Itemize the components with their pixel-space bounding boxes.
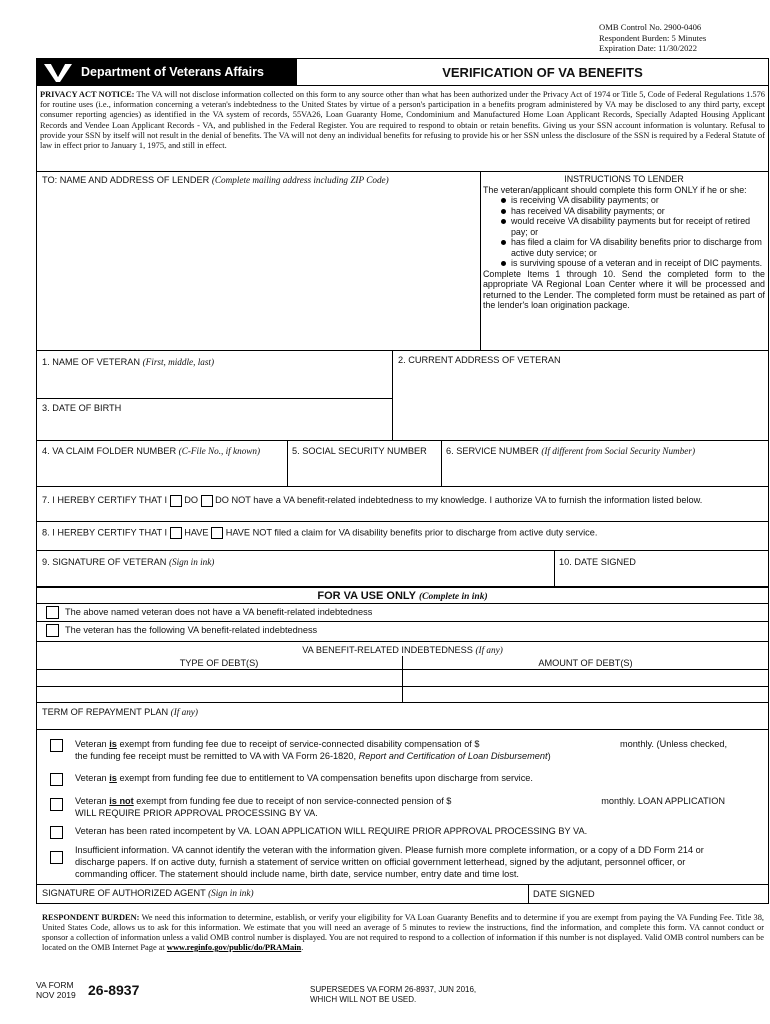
list-item: has received VA disability payments; or bbox=[483, 206, 765, 217]
name-label: 1. NAME OF VETERAN (First, middle, last) bbox=[42, 357, 215, 367]
certify-claim: 8. I HEREBY CERTIFY THAT I HAVE HAVE NOT filed a claim for VA disability benefits prior to discharge from active duty service. bbox=[42, 527, 598, 538]
exempt-entitlement-checkbox[interactable] bbox=[50, 773, 63, 786]
veteran-signature-field[interactable] bbox=[40, 569, 552, 585]
va-seal-icon bbox=[43, 61, 73, 83]
ssn-label: 5. SOCIAL SECURITY NUMBER bbox=[292, 446, 427, 456]
no-indebtedness-checkbox[interactable] bbox=[46, 606, 59, 619]
agent-signature-label: SIGNATURE OF AUTHORIZED AGENT (Sign in ink) bbox=[42, 888, 254, 898]
have-not-checkbox[interactable] bbox=[211, 527, 223, 539]
debt-amount-field[interactable] bbox=[406, 671, 764, 685]
insufficient-info-checkbox[interactable] bbox=[50, 851, 63, 864]
footer-supersedes: SUPERSEDES VA FORM 26-8937, JUN 2016, WHICH WILL NOT BE USED. bbox=[310, 985, 477, 1004]
form-header bbox=[36, 58, 769, 85]
footer-form-number: 26-8937 bbox=[88, 982, 140, 998]
veteran-address-field[interactable] bbox=[396, 368, 764, 438]
footer-form-id: VA FORM NOV 2019 bbox=[36, 980, 76, 1000]
agency-name: Department of Veterans Affairs bbox=[81, 65, 264, 79]
have-checkbox[interactable] bbox=[170, 527, 182, 539]
signature-label: 9. SIGNATURE OF VETERAN (Sign in ink) bbox=[42, 557, 215, 567]
form-title: VERIFICATION OF VA BENEFITS bbox=[442, 64, 643, 80]
incompetent-text: Veteran has been rated incompetent by VA. LOAN APPLICATION WILL REQUIRE PRIOR APPROVAL PROCESSING BY VA. bbox=[75, 826, 588, 836]
omb-info bbox=[599, 22, 706, 54]
list-item: is surviving spouse of a veteran and in receipt of DIC payments. bbox=[483, 258, 765, 269]
lender-label: TO: NAME AND ADDRESS OF LENDER (Complete mailing address including ZIP Code) bbox=[42, 175, 389, 185]
lender-address-field[interactable] bbox=[40, 190, 476, 346]
debt-amount-field[interactable] bbox=[406, 688, 764, 701]
date-signed-label: 10. DATE SIGNED bbox=[559, 557, 636, 567]
indebtedness-title: VA BENEFIT-RELATED INDEBTEDNESS (If any) bbox=[302, 645, 503, 655]
instructions-intro: The veteran/applicant should complete this form ONLY if he or she: bbox=[483, 184, 747, 195]
exempt-compensation-text: Veteran is exempt from funding fee due to receipt of service-connected disability compensation of $ monthly. (Unless checked, the funding fee receipt must be remitted to VA with VA Form 26-1820, Report and Certification of Loan Disbursement) bbox=[75, 739, 727, 761]
service-number-label: 6. SERVICE NUMBER (If different from Social Security Number) bbox=[446, 446, 696, 456]
agency-banner bbox=[37, 59, 297, 85]
instructions-title: INSTRUCTIONS TO LENDER bbox=[564, 174, 684, 184]
respondent-burden: RESPONDENT BURDEN: We need this information to determine, establish, or verify your eligibility for VA Loan Guaranty Benefits and to determine if you are exempt from paying the VA Funding Fee. Title 38, United States Code, allows us to ask for this information. We estimate that you will need an average of 5 minutes to review the instructions, find the information, and complete this form. VA cannot conduct or sponsor a collection of information unless a valid OMB control number is displayed. You are not required to respond to a collection of information if this number is not displayed. Valid OMB control numbers can be located on the OMB Internet Page at www.reginfo.gov/public/do/PRAMain. bbox=[42, 913, 765, 952]
omb-link[interactable]: www.reginfo.gov/public/do/PRAMain bbox=[166, 943, 302, 952]
agent-date-label: DATE SIGNED bbox=[533, 889, 595, 899]
address-label: 2. CURRENT ADDRESS OF VETERAN bbox=[398, 355, 561, 365]
incompetent-checkbox[interactable] bbox=[50, 826, 63, 839]
omb-burden: Respondent Burden: 5 Minutes bbox=[599, 32, 707, 43]
claim-folder-label: 4. VA CLAIM FOLDER NUMBER (C-File No., if known) bbox=[42, 446, 261, 456]
privacy-heading: PRIVACY ACT NOTICE: bbox=[40, 90, 135, 99]
exempt-entitlement-text: Veteran is exempt from funding fee due to entitlement to VA compensation benefits upon discharge from service. bbox=[75, 773, 533, 783]
list-item: is receiving VA disability payments; or bbox=[483, 195, 765, 206]
do-checkbox[interactable] bbox=[170, 495, 182, 507]
lender-instructions bbox=[483, 174, 765, 311]
omb-control: OMB Control No. 2900-0406 bbox=[599, 22, 702, 32]
dob-label: 3. DATE OF BIRTH bbox=[42, 403, 122, 413]
insufficient-info-text: Insufficient information. VA cannot identify the veteran with the information given. Please furnish more complete information, or a copy of a DD Form 214 or discharge papers. If on active duty, furnish a statement of service written on official government letterhead, signed by the adjutant, personnel officer, or commanding officer. The statement should include name, birth date, service number, entry date and time lost. bbox=[75, 845, 704, 879]
exempt-compensation-checkbox[interactable] bbox=[50, 739, 63, 752]
privacy-notice bbox=[40, 90, 765, 151]
not-exempt-pension-checkbox[interactable] bbox=[50, 798, 63, 811]
va-use-title: FOR VA USE ONLY (Complete in ink) bbox=[317, 590, 488, 602]
debt-type-field[interactable] bbox=[40, 671, 398, 685]
date-of-birth-field[interactable] bbox=[40, 415, 388, 437]
col-amount-of-debt: AMOUNT OF DEBT(S) bbox=[538, 658, 633, 668]
certify-indebtedness: 7. I HEREBY CERTIFY THAT I DO DO NOT have a VA benefit-related indebtedness to my knowledge. I authorize VA to furnish the information listed below. bbox=[42, 495, 703, 505]
has-indebtedness-checkbox[interactable] bbox=[46, 624, 59, 637]
list-item: would receive VA disability payments but for receipt of retired pay; or bbox=[483, 216, 765, 237]
privacy-text: The VA will not disclose information collected on this form to any source other than what has been authorized under the Privacy Act of 1974 or Title 5, Code of Federal Regulations 1.576 for routine uses (i.e., information concerning a veteran's indebtedness to the United States by virtue of a person's participation in a benefits program administered by VA may be disclosed to any third party, except consumer reporting agencies) as identified in the VA system of records, 55VA26, Loan Guaranty Home, Condominium and Manufactured Home Loan Applicant Records, Specially Adapted Housing Applicant Records and Vendee Loan Applicant Records - VA, and published in the Federal Register. You are required to respond to obtain or retain benefits. Giving us your SSN account information is voluntary. Refusal to provide your SSN by itself will not result in the denial of benefits. The VA will not deny an individual benefits for refusing to provide his or her SSN unless the disclosure of the SSN is required by a Federal Statute of law in effect prior to January 1, 1975, and still in effect. bbox=[40, 90, 765, 151]
omb-expiration: Expiration Date: 11/30/2022 bbox=[599, 43, 698, 53]
col-type-of-debt: TYPE OF DEBT(S) bbox=[179, 658, 259, 668]
do-not-checkbox[interactable] bbox=[201, 495, 213, 507]
list-item: has filed a claim for VA disability benefits prior to discharge from active duty service; or bbox=[483, 237, 765, 258]
debt-type-field[interactable] bbox=[40, 688, 398, 701]
not-exempt-pension-text: Veteran is not exempt from funding fee due to receipt of non service-connected pension of $ monthly. LOAN APPLICATION WILL REQUIRE PRIOR APPROVAL PROCESSING BY VA. bbox=[75, 796, 725, 818]
instructions-outro: Complete Items 1 through 10. Send the completed form to the appropriate VA Regional Loan Center where it will be processed and returned to the Lender. The completed form must be retained as part of the lender's loan origination package. bbox=[483, 268, 765, 310]
no-indebtedness-label: The above named veteran does not have a VA benefit-related indebtedness bbox=[65, 607, 373, 617]
has-indebtedness-label: The veteran has the following VA benefit-related indebtedness bbox=[65, 625, 318, 635]
repayment-plan-label: TERM OF REPAYMENT PLAN (If any) bbox=[42, 707, 198, 717]
veteran-name-field[interactable] bbox=[40, 370, 388, 396]
